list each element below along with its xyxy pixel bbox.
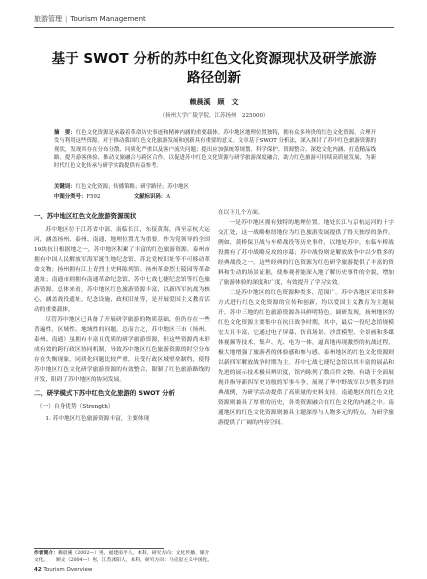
keywords-label: 关键词：	[54, 184, 76, 190]
subsection-heading: （一）自身优势（Strength）	[36, 404, 114, 410]
left-column	[34, 208, 210, 424]
clc-value: F592	[86, 194, 101, 200]
title-line-2: 路径创新	[187, 70, 241, 86]
doc-code-label: 文献标识码：	[133, 194, 167, 200]
body-paragraph: 尽管苏中地区已具备了开展研学旅游的物质基础，但仍存在一些普遍性、区域性、地域性的问题。总而言之，苏中地区三市（扬州、泰州、南通）虽拥有丰富且优质的研学旅游资源，但这些资源尚未形成有效的跨行政区协同机制，导致苏中地区红色旅游资源的时空分布存在失衡现象，同质化问题比较严重，且受行政区域壁垒制约，使得苏中地区红色文化研学旅游资源的有效整合，限制了红色旅游路线的开发，阻碍了苏中地区的协同发展。	[34, 317, 210, 383]
footer-journal: Tourism Overview	[43, 567, 93, 573]
body-paragraph: 1. 苏中地区红色旅游资源丰富，主要体现	[45, 416, 150, 422]
body-paragraph: 在以下几个方面。	[218, 210, 264, 216]
author-affiliation: （扬州大学广陵学院，江苏扬州 225000）	[159, 113, 269, 119]
footnote-author-2: 顾文（2004—）男，江苏沭阳人，本科，研究方向：马克思主义中国化。	[56, 558, 213, 563]
body-paragraph: 二是苏中地区的红色资源种类多、范围广。苏中各地区采用多种方式进行红色文化资源的宣传和创新，均以爱国主义教育为主题展开。苏中三地的红色旅游资源各具鲜明特色。调研发现，扬州地区的红色文化资源主要集中在抗日战争时期，其中，最后一役纪念馆规模宏大且丰富，它通过电子屏幕、仿真场景、沙盘模型、全景画和多媒体视频等技术，集声、光、电为一体，逼真地再现激烈的抗战过程，极大地增强了旅游者的体验感和参与感。泰州地区的红色文化资源则以新四军解放战争时期为主。苏中七战七捷纪念馆以其丰富的展品和先进的展示技术极具辨识度，馆内陈列了数百件文物，有助于全面展现并指导新四军史诗般的军事斗争，展现了华中野战军以少胜多的经典战例，为研学活动提供了高质量的史料支持。南通地区的红色文化资源则兼具了厚重的历史，各类资源融合在红色文化的内涵之中。南通地区的红色文化资源则兼具主题深厚与人物多元的特点，为研学旅游提供了广阔的内容空间。	[218, 290, 394, 426]
header-divider: |	[65, 15, 68, 23]
journal-name-cn: 旅游管理	[34, 15, 62, 23]
author-list: 赖晨溪 顾 文	[189, 97, 239, 106]
journal-name-en: Tourism Management	[70, 15, 146, 23]
keywords-text: 红色文化资源；传播策略；研学路径；苏中地区	[75, 184, 189, 190]
classification-line	[54, 192, 376, 200]
header-rule	[34, 27, 394, 28]
body-paragraph: 苏中地区位于江苏省中部，南临长江，东接黄海，西至京杭大运河，涵盖扬州、泰州、南通、地理位置尤为重要。作为党领导的全国19块抗日根据地之一，苏中地区积累了丰富的红色旅游资源。泰州市拥有中国人民解放军海军诞生地纪念馆、苏北党校旧址等不可移动革命文物；扬州拥有江上青烈士史料陈列馆、扬州革命烈士陵园等革命遗址；南通市则拥有南通革命纪念馆、苏中七战七捷纪念馆等红色旅游资源。总体来看，苏中地区红色旅游资源丰富，以新四军抗战为核心，涵盖战役遗址、纪念设施、政权旧址等，是开展爱国主义教育活动的重要载体。	[34, 227, 210, 313]
section-heading-2: 二、研学模式下苏中红色文化旅游的 SWOT 分析	[34, 389, 175, 397]
doc-code-value: A	[166, 194, 171, 200]
footnote-author-1: 作者简介：赖晨溪（2002—）男，福建南平人，本科，研究方向：文化传播、媒介文化。	[34, 550, 210, 563]
section-heading-1: 一、苏中地区红色文化旅游资源现状	[34, 212, 137, 220]
keywords	[54, 182, 376, 190]
page-footer	[34, 567, 92, 573]
abstract-label: 摘 要：	[54, 130, 76, 136]
right-column	[218, 208, 394, 428]
paper-title	[34, 50, 394, 88]
running-header	[34, 14, 394, 26]
page-number: 42	[34, 567, 42, 573]
abstract	[54, 129, 376, 170]
footnote-label: 作者简介：	[34, 550, 58, 556]
abstract-text: 红色文化资源是承载着革命历史事迹和精神内涵的重要载体。苏中地区地理位置独特，拥有众多珍贵的红色文化资源。合理开发与利用这些资源，对于推动我国红色文化旅游发展和创新具有重要的意义。文章基于SWOT 分析法，深入探讨了苏中红色旅游资源的现状，发现其存在分布分散、同质化严重以及客户流失问题；提出应加强统筹规划、科学保护、资源整合、深挖文化内涵、打造精品线路、提升游客体验、推动文旅融合与跨区合作，以促进苏中红色文化资源与研学旅游深度融合，助力红色旅游可持续高质量发展，为新时代红色文化传承与研学实践提供有益参考。	[54, 130, 376, 170]
clc-label: 中图分类号：	[54, 194, 87, 200]
title-line-1: 基于 SWOT 分析的苏中红色文化资源现状及研学旅游	[51, 51, 377, 67]
body-paragraph: 一是苏中地区拥有独特的地理位置。地处长江与京杭运河的十字交汇处，这一战略枢纽地位为红色旅游发展提供了得天独厚的条件。例如，黄桥保卫战与车桥战役等历史事件，以地处苏中，东临车桥战役拥有了苏中战略反攻的序幕；苏中战役则是解放战争中以少胜多的经典战役之一。这些经典的红色资源为红色研学旅游提供了丰富的资料和生动的场景证据，使参观者能深入地了解历史事件的全貌，增加了旅游体验的深度和广度，有效提升了学习实效。	[218, 220, 394, 286]
footnote-rule	[34, 548, 164, 549]
